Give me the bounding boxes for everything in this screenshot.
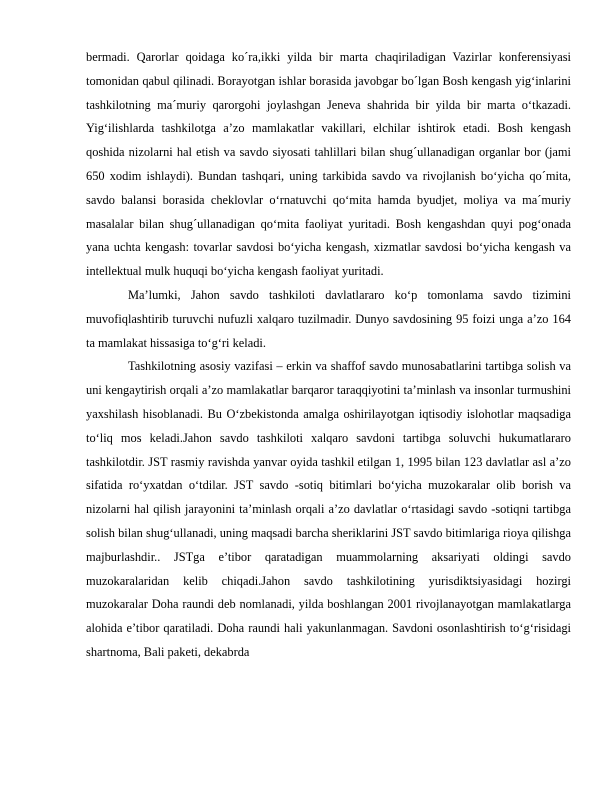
paragraph-1: bermadi. Qarorlar qoidaga ko´ra,ikki yilda bir marta chaqiriladigan Vazirlar konferensiyasi tomonidan qabul qilinadi. Borayotgan ishlar borasida javobgar bo´lgan Bosh kengash yig‘inlarini tashkilotning ma´muriy qarorgohi joylashgan Jeneva shahrida bir yilda bir marta o‘tkazadi. Yig‘ilishlarda tashkilotga a’zo mamlakatlar vakillari, elchilar ishtirok etadi. Bosh kengash qoshida nizolarni hal etish va savdo siyosati tahlillari bilan shug´ullanadigan organlar bor (jami 650 xodim ishlaydi). Bundan tashqari, uning tarkibida savdo va rivojlanish bo‘yicha qo´mita, savdo balansi borasida cheklovlar o‘rnatuvchi qo‘mita hamda byudjet, moliya va ma´muriy masalalar bilan shug´ullanadigan qo‘mita faoliyat yuritadi. Bosh kengashdan quyi pog‘onada yana uchta kengash: tovarlar savdosi bo‘yicha kengash, xizmatlar savdosi bo‘yicha kengash va intellektual mulk huquqi bo‘yicha kengash faoliyat yuritadi.: [86, 50, 571, 279]
paragraph-3: Tashkilotning asosiy vazifasi – erkin va shaffof savdo munosabatlarini tartibga solish va uni kengaytirish orqali a’zo mamlakatlar barqaror taraqqiyotini ta’minlash va insonlar turmushini yaxshilash hisoblanadi. Bu O‘zbekistonda amalga oshirilayotgan iqtisodiy islohotlar maqsadiga to‘liq mos keladi.Jahon savdo tashkiloti xalqaro savdoni tartibga soluvchi hukumatlararo tashkilotdir. JST rasmiy ravishda yanvar oyida tashkil etilgan 1, 1995 bilan 123 davlatlar asl a’zo sifatida ro‘yxatdan o‘tdilar. JST savdo -sotiq bitimlari bo‘yicha muzokaralar olib borish va nizolarni hal qilish jarayonini ta’minlash orqali a’zo davlatlar o‘rtasidagi savdo -sotiqni tartibga solish bilan shug‘ullanadi, uning maqsadi barcha sheriklarini JST savdo bitimlariga rioya qilishga majburlashdir.. JSTga e’tibor qaratadigan muammolarning aksariyati oldingi savdo muzokaralaridan kelib chiqadi.Jahon savdo tashkilotining yurisdiktsiyasidagi hozirgi muzokaralar Doha raundi deb nomlanadi, yilda boshlangan 2001 rivojlanayotgan mamlakatlarga alohida e’tibor qaratiladi. Doha raundi hali yakunlanmagan. Savdoni osonlashtirish to‘g‘risidagi shartnoma, Bali paketi, dekabrda: [86, 359, 571, 659]
paragraph-2: Ma’lumki, Jahon savdo tashkiloti davlatlararo ko‘p tomonlama savdo tizimini muvofiqlashtirib turuvchi nufuzli xalqaro tuzilmadir. Dunyo savdosining 95 foizi unga a’zo 164 ta mamlakat hissasiga to‘g‘ri keladi.: [86, 287, 571, 350]
document-page: [86, 46, 571, 665]
